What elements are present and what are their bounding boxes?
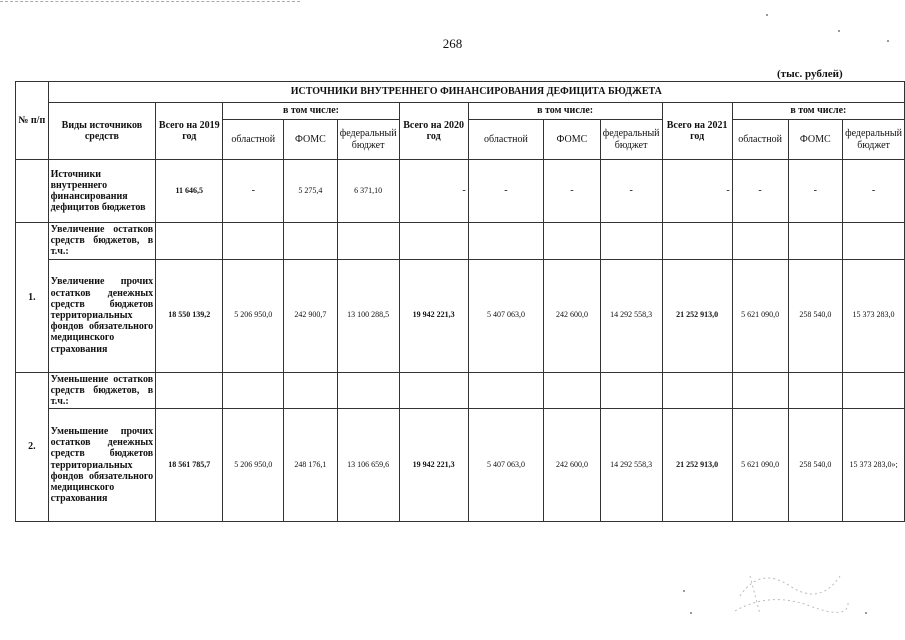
- cell-federal-2020: -: [600, 160, 662, 223]
- empty-cell: [284, 372, 338, 409]
- cell-federal-2019: 13 106 659,6: [337, 409, 399, 522]
- header-including-2019: в том числе:: [223, 103, 399, 120]
- header-oblast-2021: областной: [732, 120, 788, 160]
- header-num: № п/п: [16, 82, 49, 160]
- cell-federal-2021: 15 373 283,0: [843, 259, 905, 372]
- empty-cell: [788, 372, 843, 409]
- header-including-2021: в том числе:: [732, 103, 904, 120]
- cell-oblast-2020: 5 407 063,0: [468, 409, 543, 522]
- empty-cell: [662, 223, 732, 260]
- header-oblast-2019: областной: [223, 120, 284, 160]
- table-row: [16, 160, 905, 223]
- cell-oblast-2020: 5 407 063,0: [468, 259, 543, 372]
- empty-cell: [156, 372, 223, 409]
- table-row: [16, 409, 905, 522]
- cell-total-2019: 18 561 785,7: [156, 409, 223, 522]
- header-kind: Виды источников средств: [48, 103, 156, 160]
- empty-cell: [156, 223, 223, 260]
- cell-oblast-2021: -: [732, 160, 788, 223]
- cell-oblast-2019: 5 206 950,0: [223, 259, 284, 372]
- empty-cell: [399, 372, 468, 409]
- row-num-cell: 1.: [16, 223, 49, 373]
- cell-federal-2021: -: [843, 160, 905, 223]
- cell-foms-2021: 258 540,0: [788, 259, 843, 372]
- faded-stamp-mark: [730, 556, 850, 620]
- cell-foms-2020: -: [544, 160, 601, 223]
- cell-oblast-2021: 5 621 090,0: [732, 259, 788, 372]
- table-row: [16, 372, 905, 409]
- empty-cell: [732, 372, 788, 409]
- header-federal-2020: федеральный бюджет: [600, 120, 662, 160]
- cell-oblast-2019: 5 206 950,0: [223, 409, 284, 522]
- empty-cell: [337, 223, 399, 260]
- scan-speck: [690, 612, 692, 614]
- cell-federal-2019: 13 100 288,5: [337, 259, 399, 372]
- row-label: Источники внутреннего финансирования дефицитов бюджетов: [48, 160, 156, 223]
- empty-cell: [843, 372, 905, 409]
- empty-cell: [284, 223, 338, 260]
- cell-total-2019: 11 646,5: [156, 160, 223, 223]
- table-row: [16, 259, 905, 372]
- scan-speck: [865, 612, 867, 614]
- empty-cell: [223, 372, 284, 409]
- empty-cell: [843, 223, 905, 260]
- header-foms-2021: ФОМС: [788, 120, 843, 160]
- header-foms-2020: ФОМС: [544, 120, 601, 160]
- table-row: [16, 223, 905, 260]
- scan-speck: [766, 14, 768, 16]
- row-label: Увеличение остатков средств бюджетов, в т.ч.:: [48, 223, 156, 260]
- empty-cell: [544, 372, 601, 409]
- header-including-2020: в том числе:: [468, 103, 662, 120]
- cell-total-2020: 19 942 221,3: [399, 409, 468, 522]
- empty-cell: [600, 372, 662, 409]
- cell-foms-2021: 258 540,0: [788, 409, 843, 522]
- row-num-cell: 2.: [16, 372, 49, 522]
- row-label: Увеличение прочих остатков денежных средств бюджетов территориальных фондов обязательного медицинского страхования: [48, 259, 156, 372]
- row-num-cell: [16, 160, 49, 223]
- row-label: Уменьшение остатков средств бюджетов, в т.ч.:: [48, 372, 156, 409]
- empty-cell: [399, 223, 468, 260]
- empty-cell: [600, 223, 662, 260]
- empty-cell: [732, 223, 788, 260]
- scan-speck: [838, 30, 840, 32]
- cell-federal-2021: 15 373 283,0»;: [843, 409, 905, 522]
- empty-cell: [788, 223, 843, 260]
- cell-total-2020: -: [399, 160, 468, 223]
- header-total-2020: Всего на 2020 год: [399, 103, 468, 160]
- empty-cell: [223, 223, 284, 260]
- cell-foms-2020: 242 600,0: [544, 409, 601, 522]
- cell-foms-2019: 242 900,7: [284, 259, 338, 372]
- scan-artifact-top: [0, 1, 300, 2]
- cell-oblast-2021: 5 621 090,0: [732, 409, 788, 522]
- scan-speck: [683, 590, 685, 592]
- units-label: (тыс. рублей): [777, 68, 843, 80]
- empty-cell: [468, 223, 543, 260]
- scan-speck: [887, 40, 889, 42]
- cell-total-2021: -: [662, 160, 732, 223]
- cell-foms-2019: 5 275,4: [284, 160, 338, 223]
- cell-oblast-2019: -: [223, 160, 284, 223]
- empty-cell: [468, 372, 543, 409]
- row-label: Уменьшение прочих остатков денежных средств бюджетов территориальных фондов обязательного медицинского страхования: [48, 409, 156, 522]
- cell-foms-2019: 248 176,1: [284, 409, 338, 522]
- cell-total-2021: 21 252 913,0: [662, 409, 732, 522]
- empty-cell: [662, 372, 732, 409]
- table-title: ИСТОЧНИКИ ВНУТРЕННЕГО ФИНАНСИРОВАНИЯ ДЕФИЦИТА БЮДЖЕТА: [48, 82, 904, 103]
- cell-total-2021: 21 252 913,0: [662, 259, 732, 372]
- cell-total-2020: 19 942 221,3: [399, 259, 468, 372]
- header-federal-2021: федеральный бюджет: [843, 120, 905, 160]
- header-total-2019: Всего на 2019 год: [156, 103, 223, 160]
- empty-cell: [337, 372, 399, 409]
- financing-sources-table: [15, 81, 905, 522]
- cell-federal-2019: 6 371,10: [337, 160, 399, 223]
- header-oblast-2020: областной: [468, 120, 543, 160]
- header-federal-2019: федеральный бюджет: [337, 120, 399, 160]
- cell-oblast-2020: -: [468, 160, 543, 223]
- cell-foms-2020: 242 600,0: [544, 259, 601, 372]
- page-number: 268: [442, 36, 463, 51]
- header-foms-2019: ФОМС: [284, 120, 338, 160]
- empty-cell: [544, 223, 601, 260]
- header-total-2021: Всего на 2021 год: [662, 103, 732, 160]
- cell-federal-2020: 14 292 558,3: [600, 409, 662, 522]
- cell-federal-2020: 14 292 558,3: [600, 259, 662, 372]
- cell-total-2019: 18 550 139,2: [156, 259, 223, 372]
- cell-foms-2021: -: [788, 160, 843, 223]
